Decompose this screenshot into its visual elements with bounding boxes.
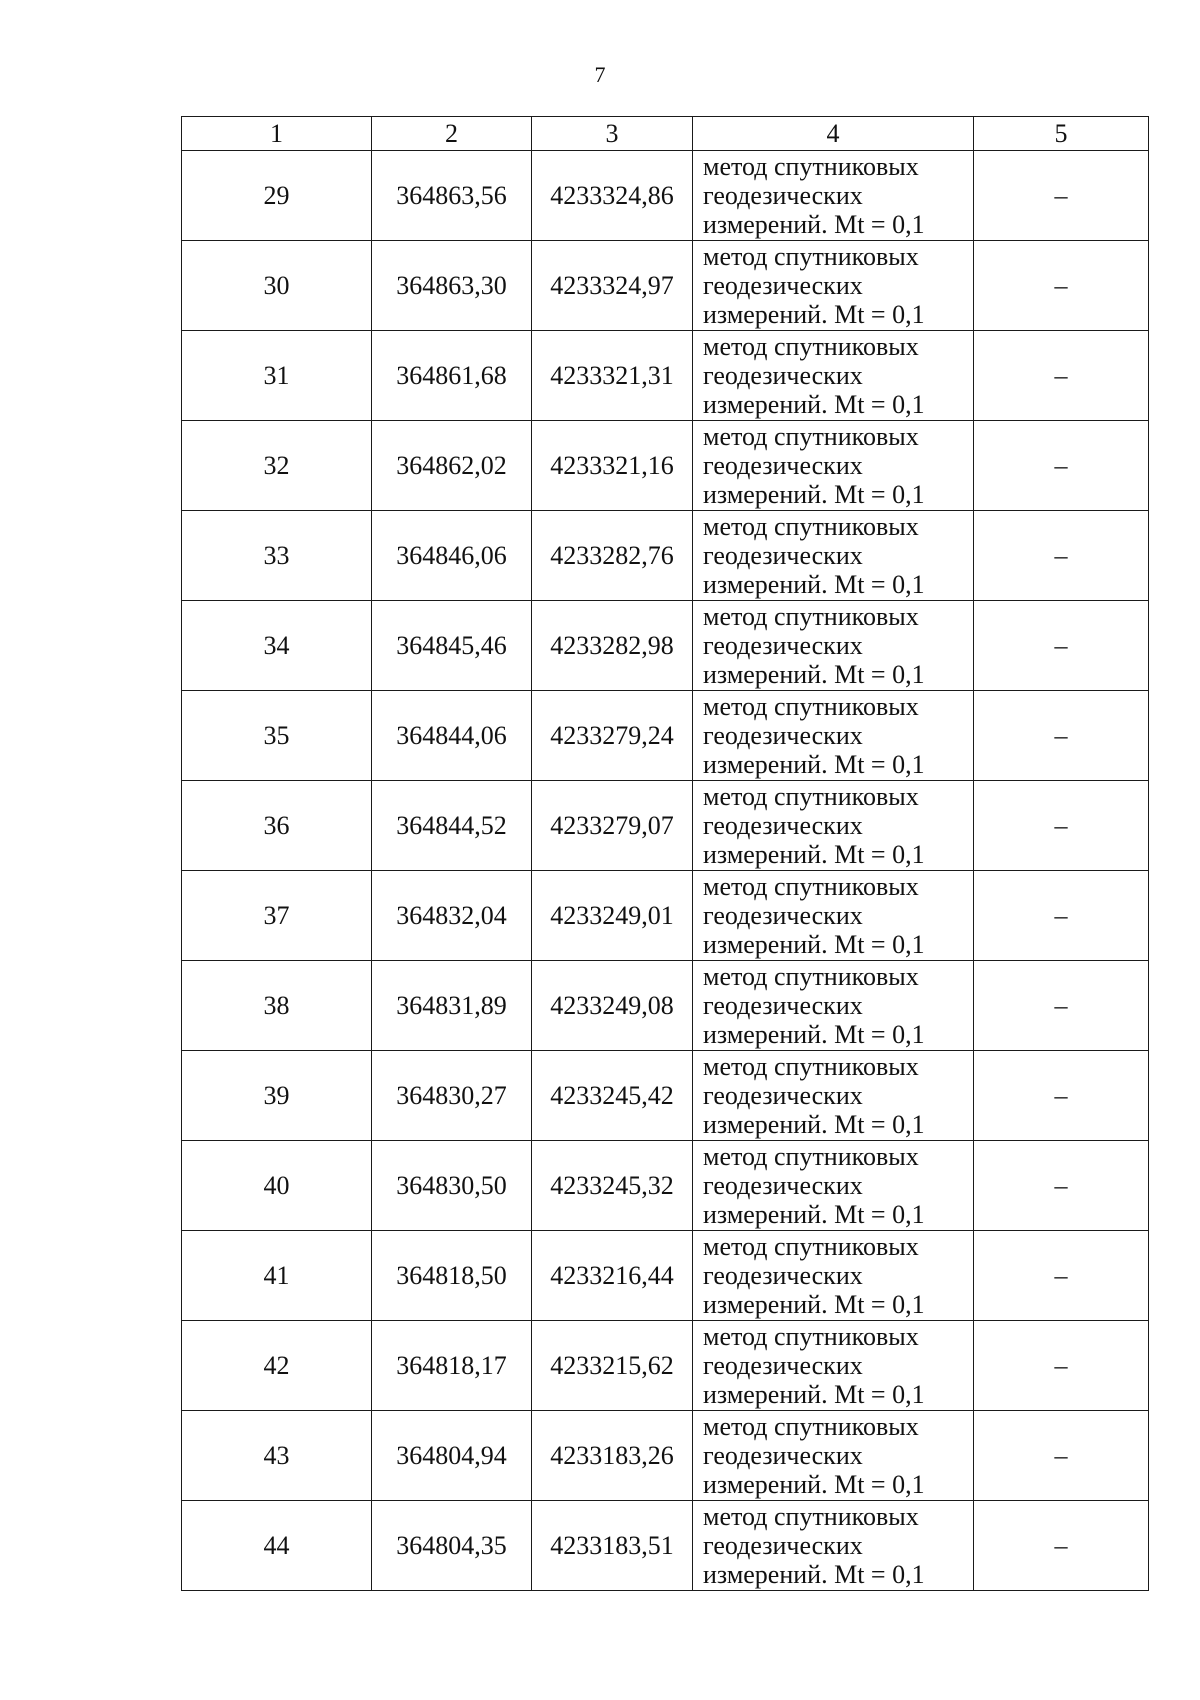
method-line: геодезических xyxy=(703,451,863,480)
point-number-cell: 30 xyxy=(182,241,372,331)
method-line: метод спутниковых xyxy=(703,1232,919,1261)
method-line: измерений. Mt = 0,1 xyxy=(703,1290,925,1319)
method-line: геодезических xyxy=(703,271,863,300)
point-number-cell: 33 xyxy=(182,511,372,601)
method-line: метод спутниковых xyxy=(703,152,919,181)
x-coordinate-cell: 364846,06 xyxy=(372,511,532,601)
note-cell: – xyxy=(974,1141,1149,1231)
note-cell: – xyxy=(974,781,1149,871)
y-coordinate-cell: 4233215,62 xyxy=(532,1321,693,1411)
method-line: метод спутниковых xyxy=(703,242,919,271)
point-number-cell: 41 xyxy=(182,1231,372,1321)
method-line: метод спутниковых xyxy=(703,692,919,721)
note-cell: – xyxy=(974,421,1149,511)
method-line: геодезических xyxy=(703,361,863,390)
method-cell xyxy=(693,1141,974,1231)
method-cell xyxy=(693,1231,974,1321)
method-line: измерений. Mt = 0,1 xyxy=(703,660,925,689)
method-line: геодезических xyxy=(703,1171,863,1200)
x-coordinate-cell: 364845,46 xyxy=(372,601,532,691)
method-line: измерений. Mt = 0,1 xyxy=(703,480,925,509)
point-number-cell: 31 xyxy=(182,331,372,421)
table-row xyxy=(182,601,1149,691)
table-row xyxy=(182,1321,1149,1411)
x-coordinate-cell: 364844,52 xyxy=(372,781,532,871)
point-number-cell: 39 xyxy=(182,1051,372,1141)
method-line: геодезических xyxy=(703,1531,863,1560)
method-line: геодезических xyxy=(703,901,863,930)
y-coordinate-cell: 4233245,32 xyxy=(532,1141,693,1231)
method-cell xyxy=(693,1051,974,1141)
column-header-3: 3 xyxy=(532,117,693,151)
header-row xyxy=(182,117,1149,151)
method-cell xyxy=(693,331,974,421)
point-number-cell: 43 xyxy=(182,1411,372,1501)
method-line: геодезических xyxy=(703,1441,863,1470)
point-number-cell: 42 xyxy=(182,1321,372,1411)
method-line: измерений. Mt = 0,1 xyxy=(703,1110,925,1139)
method-line: метод спутниковых xyxy=(703,962,919,991)
method-cell xyxy=(693,511,974,601)
table-row xyxy=(182,1231,1149,1321)
note-cell: – xyxy=(974,511,1149,601)
method-line: геодезических xyxy=(703,721,863,750)
method-line: геодезических xyxy=(703,541,863,570)
method-line: метод спутниковых xyxy=(703,332,919,361)
method-cell xyxy=(693,691,974,781)
y-coordinate-cell: 4233321,16 xyxy=(532,421,693,511)
method-line: геодезических xyxy=(703,1261,863,1290)
y-coordinate-cell: 4233183,26 xyxy=(532,1411,693,1501)
method-cell xyxy=(693,781,974,871)
column-header-5: 5 xyxy=(974,117,1149,151)
note-cell: – xyxy=(974,1321,1149,1411)
method-line: геодезических xyxy=(703,1351,863,1380)
method-line: измерений. Mt = 0,1 xyxy=(703,570,925,599)
coordinates-table xyxy=(181,116,1149,1591)
page-number: 7 xyxy=(594,62,606,87)
method-line: метод спутниковых xyxy=(703,872,919,901)
method-line: измерений. Mt = 0,1 xyxy=(703,1560,925,1589)
method-line: метод спутниковых xyxy=(703,1412,919,1441)
note-cell: – xyxy=(974,1051,1149,1141)
method-line: измерений. Mt = 0,1 xyxy=(703,750,925,779)
y-coordinate-cell: 4233216,44 xyxy=(532,1231,693,1321)
method-line: измерений. Mt = 0,1 xyxy=(703,390,925,419)
x-coordinate-cell: 364862,02 xyxy=(372,421,532,511)
table-row xyxy=(182,1411,1149,1501)
note-cell: – xyxy=(974,601,1149,691)
method-cell xyxy=(693,871,974,961)
column-header-4: 4 xyxy=(693,117,974,151)
point-number-cell: 37 xyxy=(182,871,372,961)
method-line: метод спутниковых xyxy=(703,1052,919,1081)
y-coordinate-cell: 4233279,24 xyxy=(532,691,693,781)
note-cell: – xyxy=(974,691,1149,781)
method-line: геодезических xyxy=(703,631,863,660)
y-coordinate-cell: 4233324,86 xyxy=(532,151,693,241)
method-line: геодезических xyxy=(703,991,863,1020)
x-coordinate-cell: 364832,04 xyxy=(372,871,532,961)
y-coordinate-cell: 4233279,07 xyxy=(532,781,693,871)
method-line: метод спутниковых xyxy=(703,602,919,631)
method-line: измерений. Mt = 0,1 xyxy=(703,1200,925,1229)
x-coordinate-cell: 364830,27 xyxy=(372,1051,532,1141)
x-coordinate-cell: 364863,56 xyxy=(372,151,532,241)
method-line: измерений. Mt = 0,1 xyxy=(703,210,925,239)
note-cell: – xyxy=(974,241,1149,331)
point-number-cell: 35 xyxy=(182,691,372,781)
y-coordinate-cell: 4233324,97 xyxy=(532,241,693,331)
x-coordinate-cell: 364863,30 xyxy=(372,241,532,331)
x-coordinate-cell: 364844,06 xyxy=(372,691,532,781)
method-cell xyxy=(693,1321,974,1411)
method-line: метод спутниковых xyxy=(703,512,919,541)
point-number-cell: 44 xyxy=(182,1501,372,1591)
point-number-cell: 38 xyxy=(182,961,372,1051)
method-line: измерений. Mt = 0,1 xyxy=(703,1380,925,1409)
method-line: метод спутниковых xyxy=(703,1502,919,1531)
y-coordinate-cell: 4233282,98 xyxy=(532,601,693,691)
method-line: измерений. Mt = 0,1 xyxy=(703,930,925,959)
point-number-cell: 40 xyxy=(182,1141,372,1231)
method-line: метод спутниковых xyxy=(703,1322,919,1351)
method-line: метод спутниковых xyxy=(703,1142,919,1171)
note-cell: – xyxy=(974,151,1149,241)
note-cell: – xyxy=(974,331,1149,421)
note-cell: – xyxy=(974,961,1149,1051)
point-number-cell: 29 xyxy=(182,151,372,241)
method-line: геодезических xyxy=(703,1081,863,1110)
note-cell: – xyxy=(974,1501,1149,1591)
table-row xyxy=(182,511,1149,601)
method-cell xyxy=(693,1501,974,1591)
point-number-cell: 32 xyxy=(182,421,372,511)
table-body xyxy=(182,151,1149,1591)
note-cell: – xyxy=(974,1411,1149,1501)
method-line: измерений. Mt = 0,1 xyxy=(703,300,925,329)
note-cell: – xyxy=(974,1231,1149,1321)
table-header xyxy=(182,117,1149,151)
y-coordinate-cell: 4233282,76 xyxy=(532,511,693,601)
method-line: измерений. Mt = 0,1 xyxy=(703,1020,925,1049)
x-coordinate-cell: 364861,68 xyxy=(372,331,532,421)
method-line: геодезических xyxy=(703,181,863,210)
method-line: измерений. Mt = 0,1 xyxy=(703,840,925,869)
column-header-1: 1 xyxy=(182,117,372,151)
x-coordinate-cell: 364804,35 xyxy=(372,1501,532,1591)
y-coordinate-cell: 4233183,51 xyxy=(532,1501,693,1591)
y-coordinate-cell: 4233245,42 xyxy=(532,1051,693,1141)
table-row xyxy=(182,1501,1149,1591)
method-line: измерений. Mt = 0,1 xyxy=(703,1470,925,1499)
method-cell xyxy=(693,421,974,511)
x-coordinate-cell: 364818,17 xyxy=(372,1321,532,1411)
method-line: геодезических xyxy=(703,811,863,840)
table-row xyxy=(182,1141,1149,1231)
x-coordinate-cell: 364830,50 xyxy=(372,1141,532,1231)
table-row xyxy=(182,871,1149,961)
table-row xyxy=(182,241,1149,331)
x-coordinate-cell: 364831,89 xyxy=(372,961,532,1051)
point-number-cell: 36 xyxy=(182,781,372,871)
method-cell xyxy=(693,601,974,691)
method-cell xyxy=(693,241,974,331)
y-coordinate-cell: 4233249,08 xyxy=(532,961,693,1051)
table-row xyxy=(182,961,1149,1051)
table-row xyxy=(182,691,1149,781)
method-cell xyxy=(693,151,974,241)
table-row xyxy=(182,151,1149,241)
method-line: метод спутниковых xyxy=(703,422,919,451)
y-coordinate-cell: 4233321,31 xyxy=(532,331,693,421)
method-cell xyxy=(693,1411,974,1501)
note-cell: – xyxy=(974,871,1149,961)
table-row xyxy=(182,421,1149,511)
column-header-2: 2 xyxy=(372,117,532,151)
table-row xyxy=(182,781,1149,871)
x-coordinate-cell: 364804,94 xyxy=(372,1411,532,1501)
method-line: метод спутниковых xyxy=(703,782,919,811)
table-row xyxy=(182,331,1149,421)
point-number-cell: 34 xyxy=(182,601,372,691)
x-coordinate-cell: 364818,50 xyxy=(372,1231,532,1321)
table-row xyxy=(182,1051,1149,1141)
method-cell xyxy=(693,961,974,1051)
y-coordinate-cell: 4233249,01 xyxy=(532,871,693,961)
